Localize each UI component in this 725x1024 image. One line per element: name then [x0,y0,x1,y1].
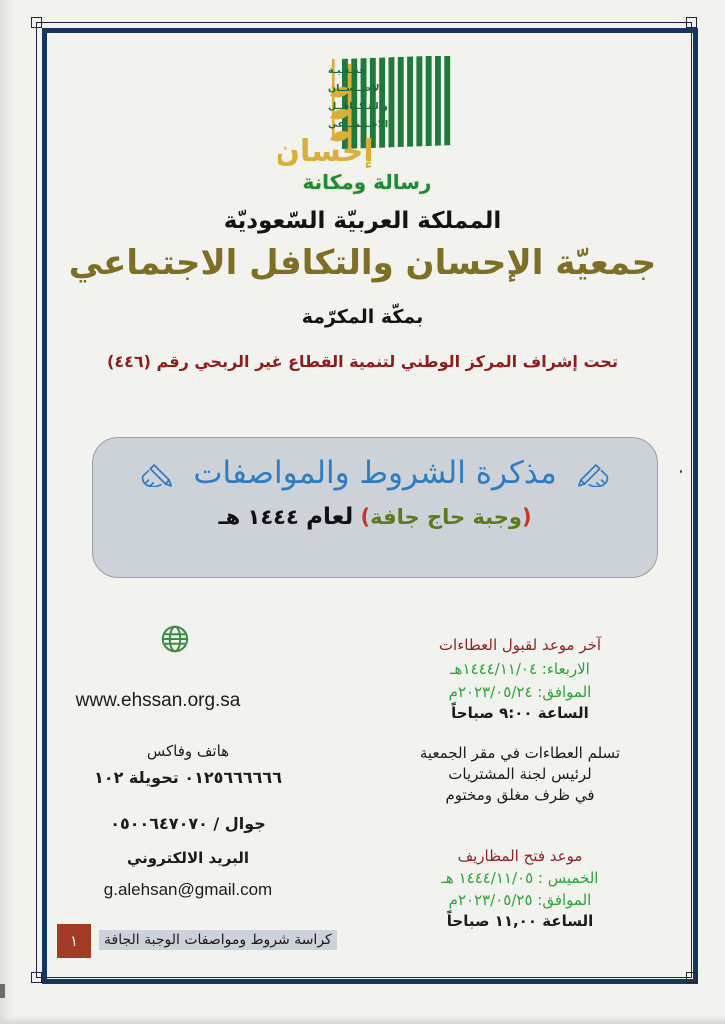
logo-slogan: رسالة ومكانة [302,170,432,194]
logo-graphic [278,56,456,168]
year-value: ١٤٤٤ هـ [218,505,299,529]
writing-hand-icon [577,460,611,487]
subject-open-paren: ( [521,505,532,529]
tender-title: مذكرة الشروط والمواصفات [193,455,557,491]
frame-corner-ornament [686,17,697,28]
frame-corner-ornament [31,972,42,983]
logo-org-line: الإحـــســان [328,83,383,94]
bids-delivery-note-line1: تسلم العطاءات في مقر الجمعية [419,744,621,762]
frame-corner-ornament [686,972,697,983]
org-logo [278,56,456,194]
logo-org-line: جمـعـيـة [328,65,366,76]
phone-fax-label: هاتف وفاكس [146,742,230,760]
tender-subject-line [93,504,657,530]
bids-opening-heading: موعد فتح المظاريف [457,847,583,865]
writing-hand-icon [139,460,173,487]
country-title: المملكة العربيّة السّعوديّة [223,208,502,234]
bids-deadline-date-hijri: الاربعاء: ١٤٤٤/١١/٠٤هـ [450,660,590,678]
globe-icon [160,624,190,654]
logo-org-line: والـتـكــافــل [328,101,388,112]
footer-page-number-badge [57,924,91,958]
email-label: البريد الالكتروني [127,849,249,867]
email-address: g.alehsan@gmail.com [103,880,273,899]
subject-close-paren: ) [360,505,371,529]
year-label: لعام [306,504,354,530]
logo-org-lines [328,65,388,130]
logo-org-line: الاجـتـمــاعي [328,119,389,130]
frame-corner-ornament [31,17,42,28]
website-text: www.ehssan.org.sa [75,690,241,711]
org-name-title: جمعيّة الإحسان والتكافل الاجتماعي [68,243,657,283]
scan-edge-mark [0,984,5,998]
bids-deadline-date-greg: الموافق: ٢٠٢٣/٠٥/٢٤م [448,683,592,701]
tender-title-box [92,437,658,578]
logo-wordmark: إحسان [278,134,374,168]
mobile-number: جوال / ٠٥٠٠٦٤٧٠٧٠ [110,814,266,833]
footer-label: كراسة شروط ومواصفات الوجبة الجافة [99,930,337,950]
bids-opening-date-hijri: الخميس : ١٤٤٤/١١/٠٥ هـ [441,869,599,887]
footer-page-number: ١ [69,932,79,950]
bids-deadline-heading: آخر موعد لقبول العطاءات [438,636,602,654]
bids-opening-date-greg: الموافق: ٢٠٢٣/٠٥/٢٥م [448,891,592,909]
bids-delivery-note-line2: لرئيس لجنة المشتريات [448,765,592,783]
bids-delivery-note-line3: في ظرف مغلق ومختوم [445,786,595,804]
phone-fax-number: ٠١٢٥٦٦٦٦٦٦ تحويلة ١٠٢ [94,768,282,787]
supervision-note: تحت إشراف المركز الوطني لتنمية القطاع غير الربحي رقم (٤٤٦) [107,352,618,371]
bids-opening-time: الساعة ١١,٠٠ صباحاً [446,912,594,930]
city-subtitle: بمكّة المكرّمة [301,306,424,328]
bids-deadline-time: الساعة ٩:٠٠ صباحاً [451,704,589,722]
tender-subject: وجبة حاج جافة [370,505,522,529]
scan-artifact-dot [680,470,682,473]
